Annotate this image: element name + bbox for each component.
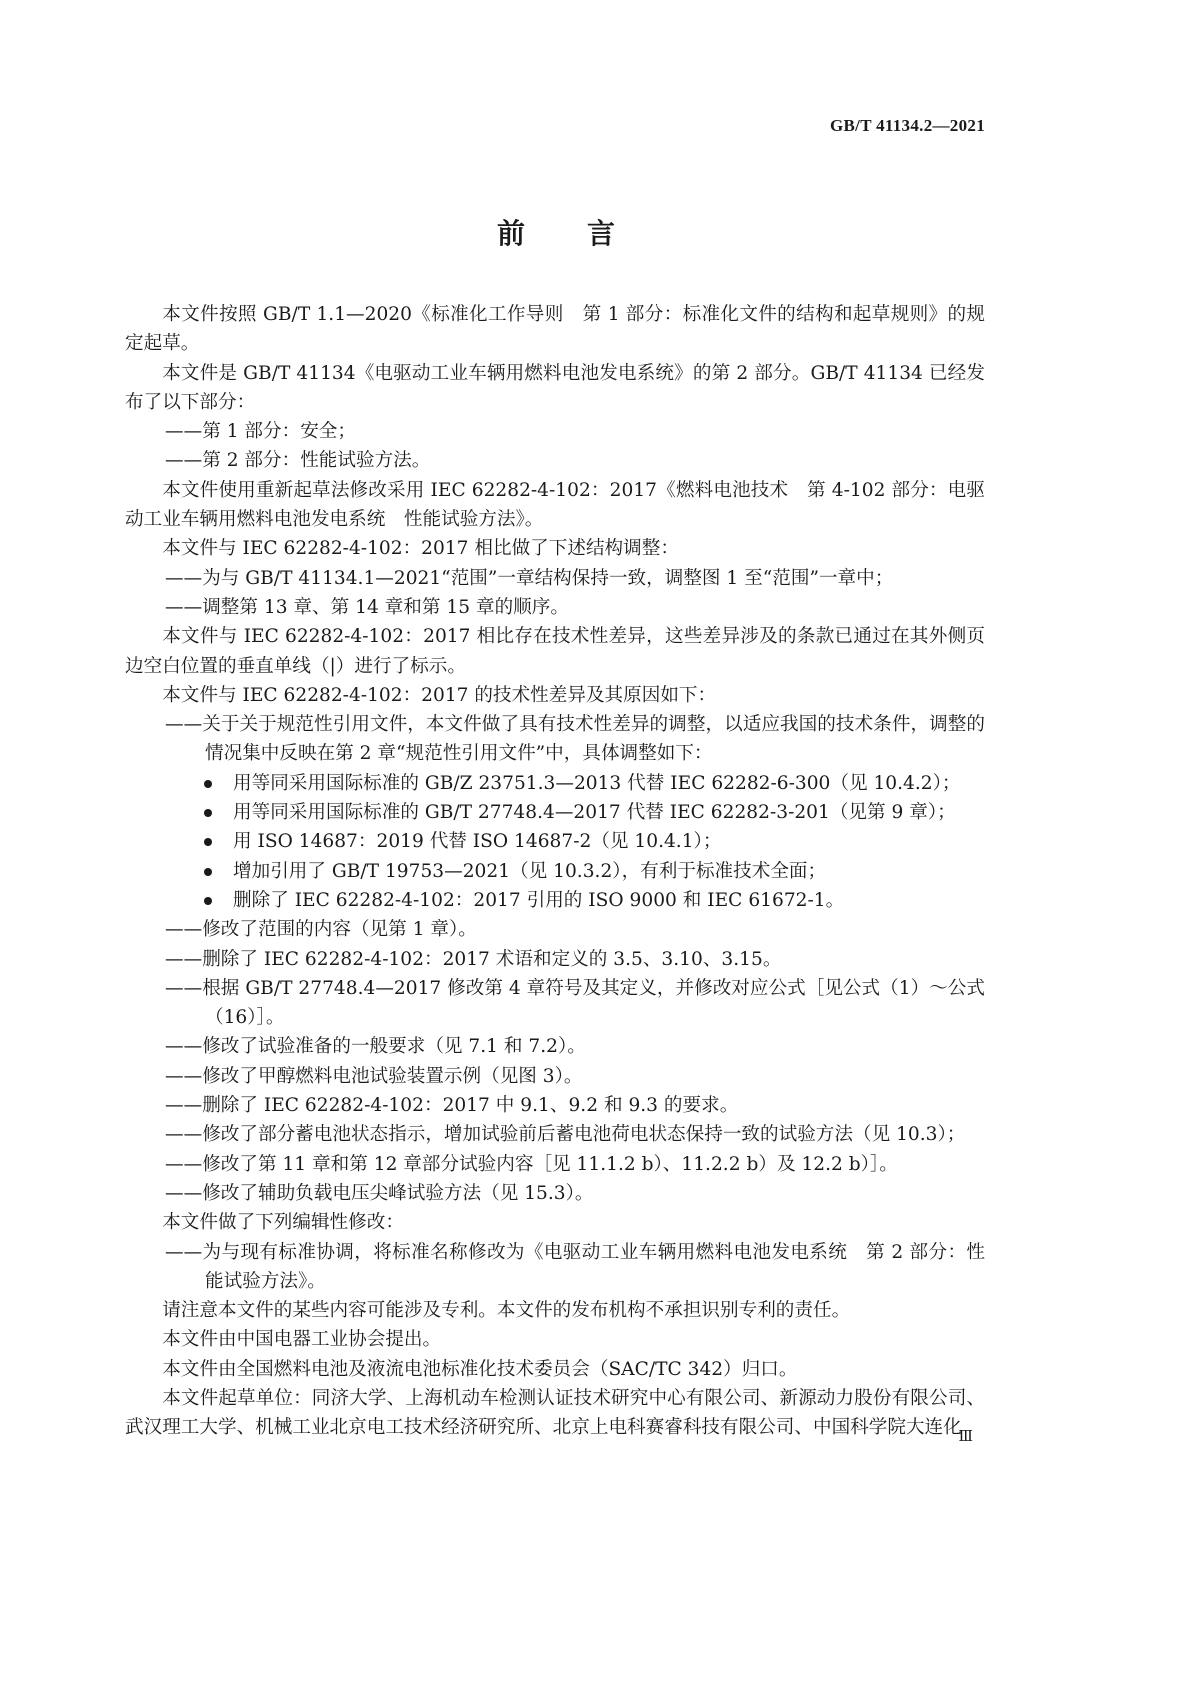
bullet-item [125,769,985,798]
standard-number: GB/T 41134.2—2021 [830,116,985,135]
foreword-body [125,300,985,1443]
paragraph: 请注意本文件的某些内容可能涉及专利。本文件的发布机构不承担识别专利的责任。 [162,1300,851,1322]
bullet-dot-icon [204,780,212,788]
dash-list-item: ——根据 GB/T 27748.4—2017 修改第 4 章符号及其定义，并修改对应公式［见公式（1）～公式（16）］。 [165,977,985,1029]
bullet-text: 用等同采用国际标准的 GB/Z 23751.3—2013 代替 IEC 62282-6-300（见 10.4.2）； [233,772,961,794]
paragraph: 本文件按照 GB/T 1.1—2020《标准化工作导则 第 1 部分：标准化文件的结构和起草规则》的规定起草。 [125,304,985,355]
dash-list-item: ——调整第 13 章、第 14 章和第 15 章的顺序。 [165,596,569,618]
dash-list-item: ——修改了部分蓄电池状态指示，增加试验前后蓄电池荷电状态保持一致的试验方法（见 10.3）； [165,1124,966,1146]
dash-list-item: ——修改了试验准备的一般要求（见 7.1 和 7.2）。 [165,1036,586,1058]
dash-list-item: ——为与现有标准协调，将标准名称修改为《电驱动工业车辆用燃料电池发电系统 第 2 部分：性能试验方法》。 [165,1241,985,1292]
bullet-dot-icon [204,868,212,876]
page-title: 前言 [496,217,677,250]
paragraph: 本文件与 IEC 62282-4-102：2017 相比做了下述结构调整： [162,538,679,560]
bullet-text: 用等同采用国际标准的 GB/T 27748.4—2017 代替 IEC 62282-3-201（见第 9 章）； [233,802,956,824]
paragraph: 本文件与 IEC 62282-4-102：2017 相比存在技术性差异，这些差异涉及的条款已通过在其外侧页边空白位置的垂直单线（|）进行了标示。 [125,626,985,677]
bullet-item [125,798,985,827]
paragraph: 本文件使用重新起草法修改采用 IEC 62282-4-102：2017《燃料电池技术 第 4-102 部分：电驱动工业车辆用燃料电池发电系统 性能试验方法》。 [125,479,985,531]
paragraph: 本文件起草单位：同济大学、上海机动车检测认证技术研究中心有限公司、新源动力股份有限公司、武汉理工大学、机械工业北京电工技术经济研究所、北京上电科赛睿科技有限公司、中国科学院大连化 [125,1387,985,1439]
dash-list-item: ——删除了 IEC 62282-4-102：2017 术语和定义的 3.5、3.10、3.15。 [165,948,782,970]
paragraph: 本文件是 GB/T 41134《电驱动工业车辆用燃料电池发电系统》的第 2 部分。GB/T 41134 已经发布了以下部分： [125,362,985,413]
paragraph: 本文件由中国电器工业协会提出。 [162,1329,442,1351]
bullet-item [125,827,985,856]
bullet-text: 删除了 IEC 62282-4-102：2017 引用的 ISO 9000 和 IEC 61672-1。 [233,889,845,911]
dash-list-item: ——为与 GB/T 41134.1—2021“范围”一章结构保持一致，调整图 1 至“范围”一章中； [165,567,894,589]
dash-list-item: ——关于关于规范性引用文件，本文件做了具有技术性差异的调整，以适应我国的技术条件，调整的情况集中反映在第 2 章“规范性引用文件”中，具体调整如下： [165,714,985,765]
dash-list-item: ——第 2 部分：性能试验方法。 [165,450,431,472]
paragraph: 本文件由全国燃料电池及液流电池标准化技术委员会（SAC/TC 342）归口。 [162,1358,798,1380]
bullet-dot-icon [204,838,212,846]
page-number: Ⅲ [958,1429,973,1445]
bullet-dot-icon [204,897,212,905]
dash-list-item: ——第 1 部分：安全； [165,421,356,443]
dash-list-item: ——修改了辅助负载电压尖峰试验方法（见 15.3）。 [165,1182,594,1204]
bullet-item [125,857,985,886]
bullet-item [125,886,985,915]
dash-list-item: ——修改了范围的内容（见第 1 章）。 [165,919,477,941]
paragraph: 本文件与 IEC 62282-4-102：2017 的技术性差异及其原因如下： [162,684,717,706]
dash-list-item: ——修改了甲醇燃料电池试验装置示例（见图 3）。 [165,1065,583,1087]
paragraph: 本文件做了下列编辑性修改： [162,1212,404,1234]
bullet-dot-icon [204,809,212,817]
dash-list-item: ——修改了第 11 章和第 12 章部分试验内容［见 11.1.2 b）、11.2.2 b）及 12.2 b）］。 [165,1153,898,1175]
bullet-text: 增加引用了 GB/T 19753—2021（见 10.3.2），有利于标准技术全面； [233,860,827,882]
dash-list-item: ——删除了 IEC 62282-4-102：2017 中 9.1、9.2 和 9.3 的要求。 [165,1095,739,1117]
bullet-text: 用 ISO 14687：2019 代替 ISO 14687-2（见 10.4.1）； [233,831,722,853]
